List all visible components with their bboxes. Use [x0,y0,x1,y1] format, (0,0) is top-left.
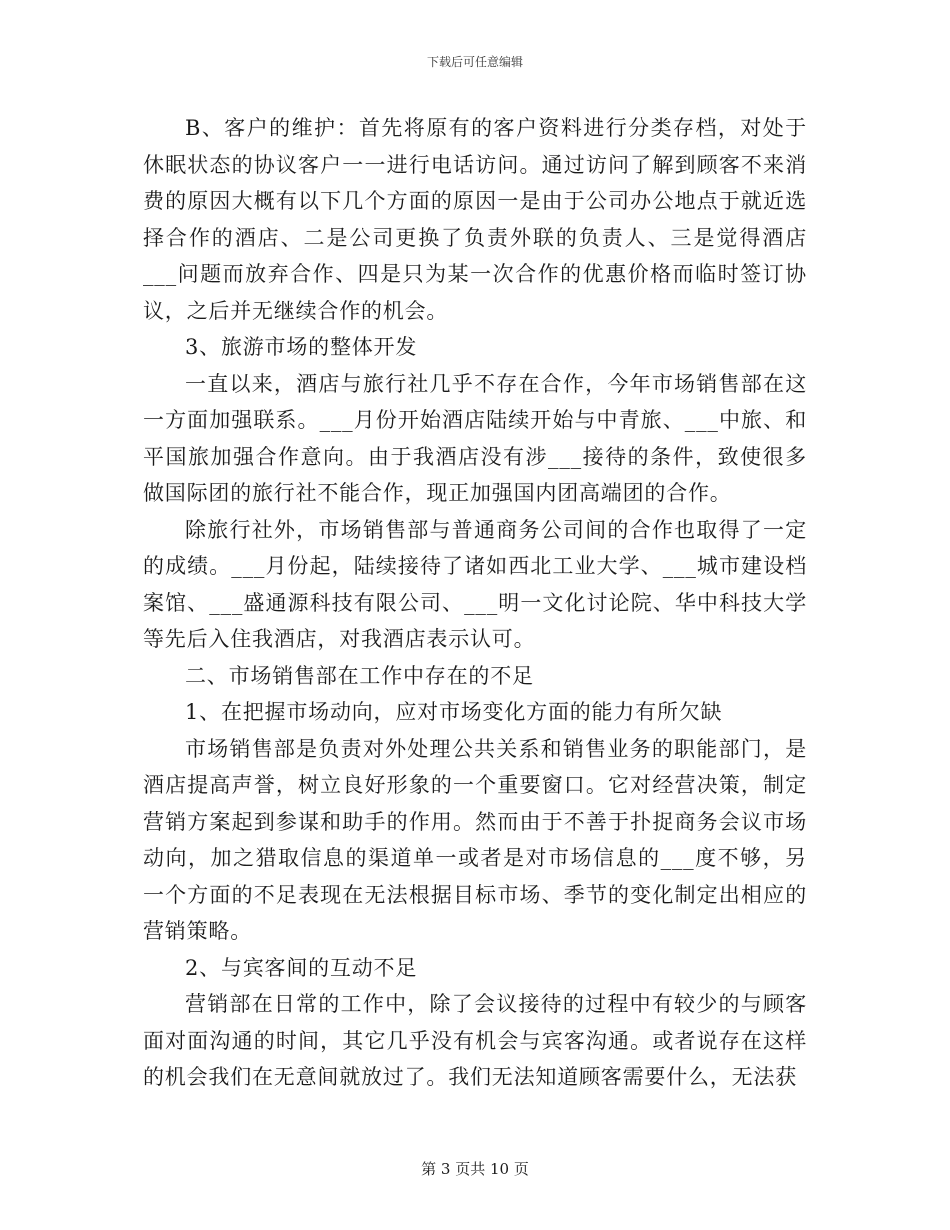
document-body [143,110,807,1096]
heading-guest-interaction: 2、与宾客间的互动不足 [185,955,418,980]
paragraph-travel-agency: 一直以来，酒店与旅行社几乎不存在合作，今年市场销售部在这一方面加强联系。___月份开始酒店陆续开始与中青旅、___中旅、和平国旅加强合作意向。由于我酒店没有涉___接待的条件，致使很多做国际团的旅行社不能合作，现正加强国内团高端团的合作。 [143,371,807,505]
paragraph-daily-work: 营销部在日常的工作中，除了会议接待的过程中有较少的与顾客面对面沟通的时间，其它几乎没有机会与宾客沟通。或者说存在这样的机会我们在无意间就放过了。我们无法知道顾客需要什么，无法获 [143,992,807,1089]
heading-tourism-market: 3、旅游市场的整体开发 [185,335,418,359]
paragraph-business-cooperation: 除旅行社外，市场销售部与普通商务公司间的合作也取得了一定的成绩。___月份起，陆续接待了诸如西北工业大学、___城市建设档案馆、___盛通源科技有限公司、___明一文化讨论院、华中科技大学等先后入住我酒店，对我酒店表示认可。 [143,517,807,651]
page-footer: 第 3 页共 10 页 [421,1160,529,1178]
heading-shortcomings: 二、市场销售部在工作中存在的不足 [185,663,534,688]
heading-market-trends: 1、在把握市场动向，应对市场变化方面的能力有所欠缺 [185,700,723,724]
paragraph-sales-department: 市场销售部是负责对外处理公共关系和销售业务的职能部门，是酒店提高声誉，树立良好形象的一个重要窗口。它对经营决策，制定营销方案起到参谋和助手的作用。然而由于不善于扑捉商务会议市场动向，加之猎取信息的渠道单一或者是对市场信息的___度不够，另一个方面的不足表现在无法根据目标市场、季节的变化制定出相应的营销策略。 [143,736,807,943]
page-header: 下载后可任意编辑 [426,55,523,69]
paragraph-customer-maintenance: B、客户的维护：首先将原有的客户资料进行分类存档，对处于休眠状态的协议客户一一进行电话访问。通过访问了解到顾客不来消费的原因大概有以下几个方面的原因一是由于公司办公地点于就近选择合作的酒店、二是公司更换了负责外联的负责人、三是觉得酒店___问题而放弃合作、四是只为某一次合作的优惠价格而临时签订协议，之后并无继续合作的机会。 [143,116,807,323]
